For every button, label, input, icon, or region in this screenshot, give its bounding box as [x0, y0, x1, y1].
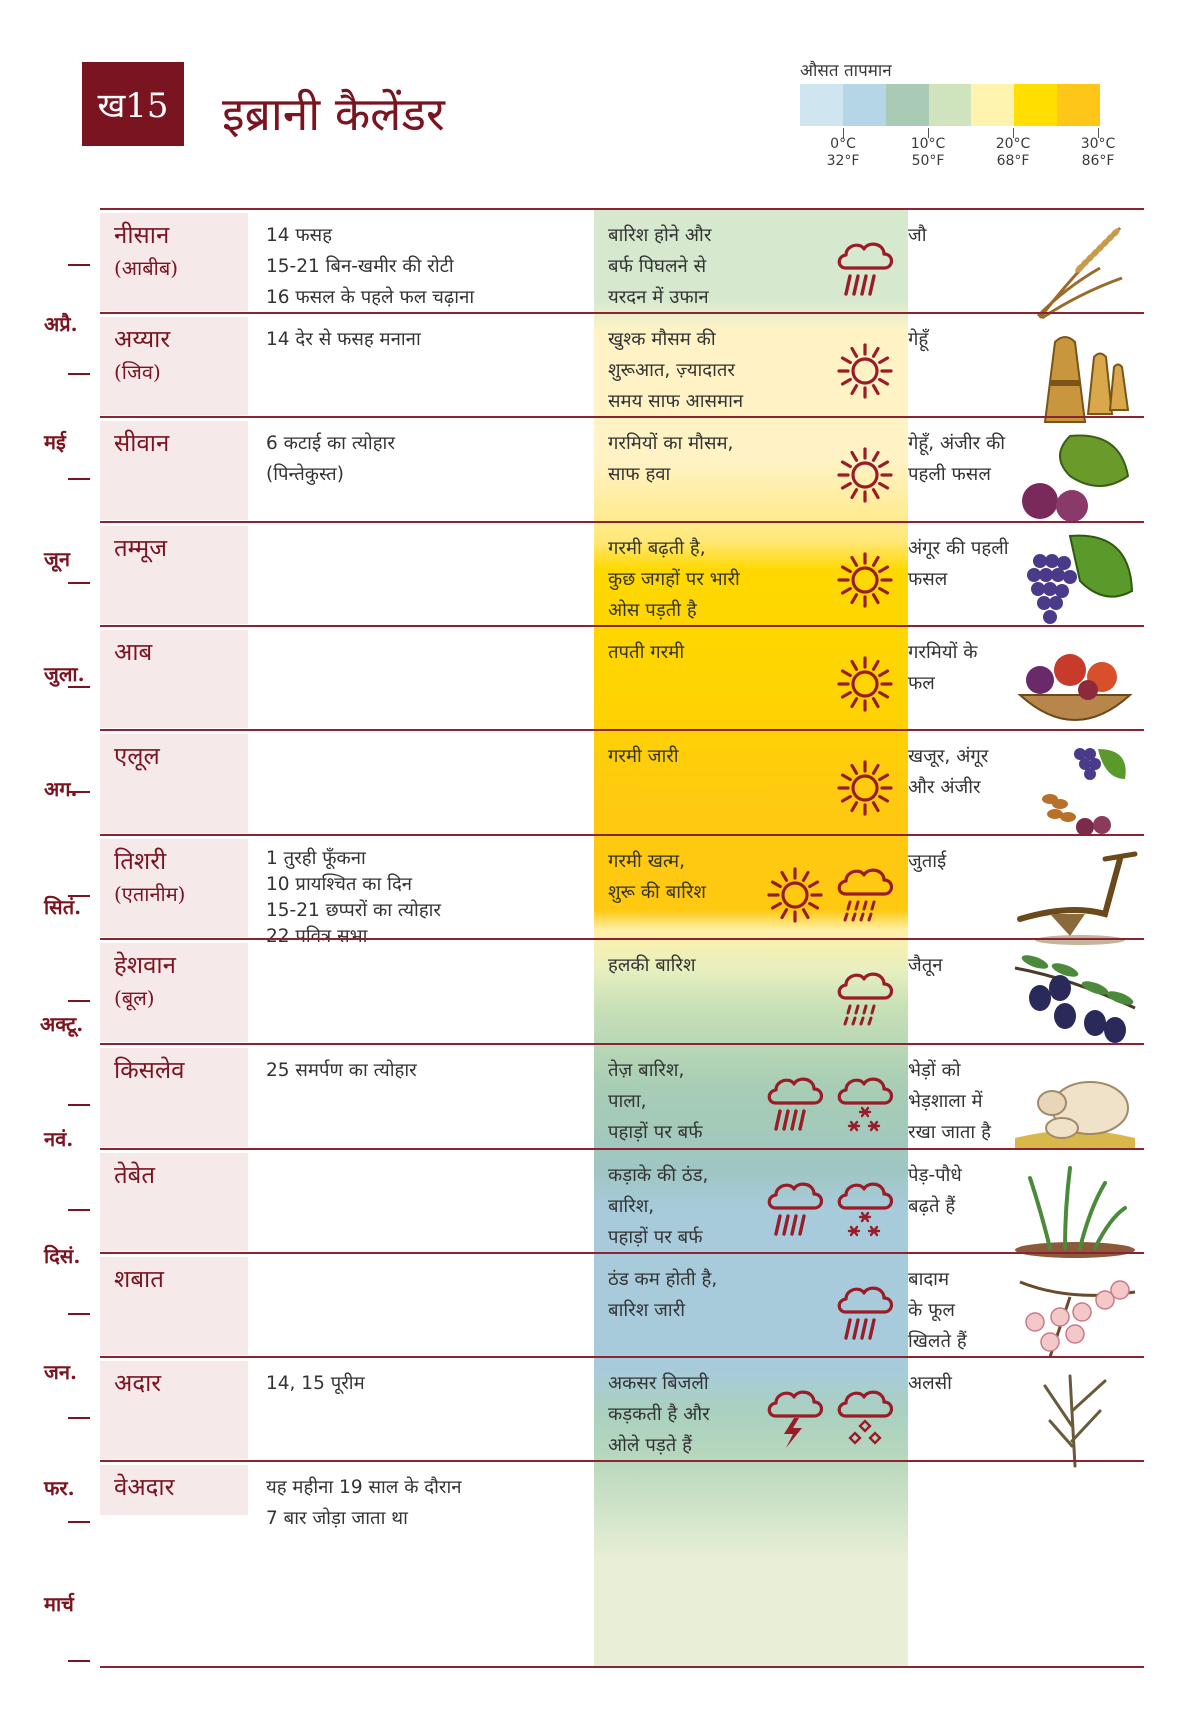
weather-description	[608, 324, 808, 417]
weather-line: गरमियों का मौसम,	[608, 433, 734, 454]
weather-icons	[834, 549, 896, 615]
temperature-color-scale	[800, 84, 1100, 126]
agriculture-line: पहली फसल	[908, 464, 991, 485]
weather-cell	[594, 1045, 914, 1150]
celsius-value: 30°C	[1080, 136, 1116, 152]
festivals-list	[266, 428, 596, 490]
rain-cloud-icon	[834, 236, 896, 306]
festival-item: 15-21 बिन-खमीर की रोटी	[266, 256, 454, 277]
agriculture-line: फल	[908, 673, 935, 694]
weather-icons	[834, 444, 896, 510]
temperature-swatch	[929, 84, 972, 126]
hebrew-month-alt-name: (जिव)	[114, 360, 161, 384]
weather-line: बारिश होने और	[608, 225, 712, 246]
temperature-swatch	[971, 84, 1014, 126]
gregorian-month-label: दिसं.	[44, 1244, 81, 1268]
agriculture-line: अलसी	[908, 1373, 952, 1394]
weather-line: तेज़ बारिश,	[608, 1060, 685, 1081]
gregorian-month-label: जून	[44, 547, 70, 571]
sun-icon	[834, 549, 896, 615]
month-boundary-dash	[68, 1000, 90, 1002]
festival-item: 15-21 छप्परों का त्योहार	[266, 900, 441, 921]
festivals-list	[266, 220, 596, 313]
month-boundary-dash	[68, 582, 90, 584]
month-row	[100, 521, 1144, 627]
celsius-value: 0°C	[830, 136, 856, 152]
weather-line: बर्फ पिघलने से	[608, 256, 707, 277]
agriculture-line: गेहूँ	[908, 329, 929, 350]
festivals-list	[266, 846, 596, 950]
weather-cell	[594, 418, 914, 523]
sun-icon	[834, 340, 896, 406]
plow-icon	[1010, 844, 1140, 948]
agriculture-line: बढ़ते हैं	[908, 1196, 956, 1217]
weather-cell	[594, 314, 914, 418]
month-row	[100, 834, 1144, 947]
weather-description	[608, 428, 808, 490]
festival-item: 22 पवित्र सभा	[266, 926, 368, 947]
weather-description	[608, 637, 808, 668]
month-row	[100, 729, 1144, 836]
agriculture-line: पेड़-पौधे	[908, 1165, 962, 1186]
festival-item: 16 फसल के पहले फल चढ़ाना	[266, 287, 475, 308]
festival-item: 14, 15 पूरीम	[266, 1373, 365, 1394]
weather-line: बारिश,	[608, 1196, 655, 1217]
month-boundary-dash	[68, 1209, 90, 1211]
weather-line: हलकी बारिश	[608, 955, 696, 976]
fahrenheit-value: 86°F	[1081, 153, 1115, 169]
agriculture-line: खिलते हैं	[908, 1331, 967, 1352]
agriculture-line: फसल	[908, 569, 948, 590]
hail-cloud-icon	[834, 1384, 896, 1454]
month-boundary-dash	[68, 1521, 90, 1523]
fruit-basket-icon	[1010, 635, 1140, 739]
light-rain-cloud-icon	[834, 862, 896, 932]
weather-line: कड़ाके की ठंड,	[608, 1165, 709, 1186]
hebrew-month-name: अदार	[114, 1369, 162, 1397]
agriculture-line: जैतून	[908, 955, 943, 976]
festival-item: 10 प्रायश्चित का दिन	[266, 874, 413, 895]
weather-cell	[594, 1358, 914, 1462]
weather-icons	[834, 236, 896, 306]
weather-line: गरमी बढ़ती है,	[608, 538, 706, 559]
temperature-tick-label	[893, 136, 963, 170]
light-rain-cloud-icon	[834, 966, 896, 1036]
fahrenheit-value: 32°F	[826, 153, 860, 169]
page-title: इब्रानी कैलेंडर	[222, 87, 445, 141]
fig-icon	[1010, 426, 1140, 530]
weather-line: कड़कती है और	[608, 1404, 710, 1425]
month-row	[100, 1460, 1144, 1529]
almond-blossom-icon	[1010, 1262, 1140, 1366]
gregorian-month-label: मई	[44, 430, 66, 454]
month-row	[100, 312, 1144, 418]
sun-icon	[834, 757, 896, 823]
temperature-swatch	[843, 84, 886, 126]
weather-cell	[594, 836, 914, 940]
festival-item: 14 फसह	[266, 225, 333, 246]
weather-description	[608, 950, 808, 981]
hebrew-month-name: आब	[114, 638, 153, 666]
month-boundary-dash	[68, 478, 90, 480]
weather-line: खुश्क मौसम की	[608, 329, 716, 350]
agriculture-line: अंगूर की पहली	[908, 538, 1009, 559]
wheat-sheaves-icon	[1010, 322, 1140, 426]
temperature-swatch	[1014, 84, 1057, 126]
festival-item: (पिन्तेकुस्त)	[266, 464, 344, 485]
dates-grapes-figs-icon	[1010, 739, 1140, 843]
agriculture-line: भेड़ों को	[908, 1060, 961, 1081]
weather-cell	[594, 523, 914, 627]
gregorian-month-label: अप्रै.	[44, 312, 78, 336]
weather-line: यरदन में उफान	[608, 287, 709, 308]
gregorian-month-label: सितं.	[44, 895, 82, 919]
hebrew-month-name: तम्मूज	[114, 534, 168, 562]
hebrew-month-name: नीसान	[114, 221, 170, 249]
weather-line: शुरू की बारिश	[608, 882, 707, 903]
snow-cloud-icon	[834, 1176, 896, 1246]
weather-description	[608, 1264, 808, 1326]
weather-line: ठंड कम होती है,	[608, 1269, 718, 1290]
weather-description	[608, 741, 808, 772]
month-boundary-dash	[68, 1660, 90, 1662]
flax-icon	[1010, 1366, 1140, 1470]
celsius-value: 20°C	[995, 136, 1031, 152]
weather-line: शुरूआत, ज़्यादातर	[608, 360, 735, 381]
weather-line: पहाड़ों पर बर्फ	[608, 1227, 703, 1248]
month-boundary-dash	[68, 264, 90, 266]
hebrew-month-name: एलूल	[114, 742, 160, 770]
festivals-list	[266, 324, 596, 355]
weather-line: बारिश जारी	[608, 1300, 686, 1321]
olives-icon	[1010, 948, 1140, 1052]
month-row	[100, 416, 1144, 523]
weather-icons	[764, 1071, 896, 1141]
rain-cloud-icon	[834, 1280, 896, 1350]
sheep-icon	[1010, 1053, 1140, 1157]
gregorian-month-label: जुला.	[44, 662, 85, 686]
month-row	[100, 1043, 1144, 1150]
month-boundary-dash	[68, 1104, 90, 1106]
festivals-list	[266, 1472, 596, 1534]
festivals-list	[266, 1055, 596, 1086]
hebrew-month-name: सीवान	[114, 429, 170, 457]
weather-icons	[834, 757, 896, 823]
fahrenheit-value: 68°F	[996, 153, 1030, 169]
month-boundary-dash	[68, 1417, 90, 1419]
gregorian-month-label: मार्च	[44, 1592, 74, 1616]
agriculture-line: गेहूँ, अंजीर की	[908, 433, 1006, 454]
weather-icons	[764, 1384, 896, 1454]
weather-cell	[594, 940, 914, 1045]
month-boundary-dash	[68, 373, 90, 375]
festival-item: 25 समर्पण का त्योहार	[266, 1060, 417, 1081]
grapes-icon	[1010, 531, 1140, 635]
sun-icon	[764, 864, 826, 930]
weather-icons	[834, 966, 896, 1036]
month-row	[100, 1148, 1144, 1254]
hebrew-month-name: तेबेत	[114, 1161, 156, 1189]
chapter-badge-text: ख15	[97, 86, 169, 126]
weather-line: तपती गरमी	[608, 642, 685, 663]
hebrew-month-alt-name: (बूल)	[114, 986, 155, 1010]
agriculture-line: रखा जाता है	[908, 1122, 991, 1143]
hebrew-month-alt-name: (एतानीम)	[114, 882, 186, 906]
agriculture-line: जुताई	[908, 851, 947, 872]
hebrew-month-name: अय्यार	[114, 325, 171, 353]
hebrew-month-name: तिशरी	[114, 847, 167, 875]
agriculture-line: जौ	[908, 225, 927, 246]
rain-cloud-icon	[764, 1176, 826, 1246]
festival-item: 14 देर से फसह मनाना	[266, 329, 421, 350]
growing-plants-icon	[1010, 1158, 1140, 1262]
weather-cell	[594, 1150, 914, 1254]
festival-item: 6 कटाई का त्योहार	[266, 433, 395, 454]
rain-cloud-icon	[764, 1071, 826, 1141]
gregorian-month-label: नवं.	[44, 1127, 74, 1151]
snow-cloud-icon	[834, 1071, 896, 1141]
agriculture-line: खजूर, अंगूर	[908, 746, 989, 767]
agriculture-line: भेड़शाला में	[908, 1091, 983, 1112]
temperature-legend-title: औसत तापमान	[800, 61, 892, 81]
month-row	[100, 1252, 1144, 1358]
festival-item: यह महीना 19 साल के दौरान	[266, 1477, 462, 1498]
weather-line: समय साफ आसमान	[608, 391, 744, 412]
weather-icons	[834, 340, 896, 406]
weather-description	[608, 220, 808, 313]
sun-icon	[834, 653, 896, 719]
month-row	[100, 208, 1144, 314]
festival-item: 7 बार जोड़ा जाता था	[266, 1508, 408, 1529]
temperature-tick-label	[808, 136, 878, 170]
agriculture-line: गरमियों के	[908, 642, 978, 663]
hebrew-month-name: हेशवान	[114, 951, 176, 979]
sun-icon	[834, 444, 896, 510]
weather-line: गरमी खत्म,	[608, 851, 685, 872]
weather-line: कुछ जगहों पर भारी	[608, 569, 740, 590]
weather-line: पहाड़ों पर बर्फ	[608, 1122, 703, 1143]
festival-item: 1 तुरही फूँकना	[266, 848, 366, 869]
weather-line: अकसर बिजली	[608, 1373, 709, 1394]
month-row	[100, 625, 1144, 731]
gregorian-month-label: जन.	[44, 1360, 77, 1384]
weather-cell	[594, 1462, 914, 1518]
celsius-value: 10°C	[910, 136, 946, 152]
temperature-swatch	[886, 84, 929, 126]
hebrew-month-alt-name: (आबीब)	[114, 256, 179, 280]
festivals-list	[266, 1368, 596, 1399]
hebrew-month-name: किसलेव	[114, 1056, 185, 1084]
gregorian-month-label: अग.	[44, 777, 78, 801]
weather-line: पाला,	[608, 1091, 647, 1112]
month-row	[100, 1356, 1144, 1462]
weather-icons	[834, 653, 896, 719]
temperature-swatch	[800, 84, 843, 126]
hebrew-month-name: शबात	[114, 1265, 164, 1293]
month-row	[100, 938, 1144, 1045]
hebrew-month-name: वेअदार	[114, 1473, 175, 1501]
weather-line: ओले पड़ते हैं	[608, 1435, 693, 1456]
chapter-badge	[82, 62, 184, 146]
temperature-tick-label	[1063, 136, 1133, 170]
weather-line: ओस पड़ती है	[608, 600, 697, 621]
weather-cell	[594, 731, 914, 836]
weather-cell	[594, 1254, 914, 1358]
weather-cell	[594, 210, 914, 314]
fahrenheit-value: 50°F	[911, 153, 945, 169]
weather-icons	[764, 1176, 896, 1246]
table-bottom-rule	[100, 1666, 1144, 1668]
weather-line: गरमी जारी	[608, 746, 679, 767]
temperature-swatch	[1057, 84, 1100, 126]
weather-line: साफ हवा	[608, 464, 671, 485]
weather-cell	[594, 627, 914, 731]
month-boundary-dash	[68, 1313, 90, 1315]
agriculture-line: के फूल	[908, 1300, 955, 1321]
agriculture-line: बादाम	[908, 1269, 950, 1290]
weather-description	[608, 533, 808, 626]
gregorian-month-label: अक्टू.	[40, 1012, 84, 1036]
barley-icon	[1010, 218, 1140, 322]
gregorian-month-label: फर.	[44, 1476, 75, 1500]
weather-icons	[834, 1280, 896, 1350]
thunder-cloud-icon	[764, 1384, 826, 1454]
weather-icons	[764, 862, 896, 932]
temperature-tick-label	[978, 136, 1048, 170]
agriculture-line: और अंजीर	[908, 777, 981, 798]
